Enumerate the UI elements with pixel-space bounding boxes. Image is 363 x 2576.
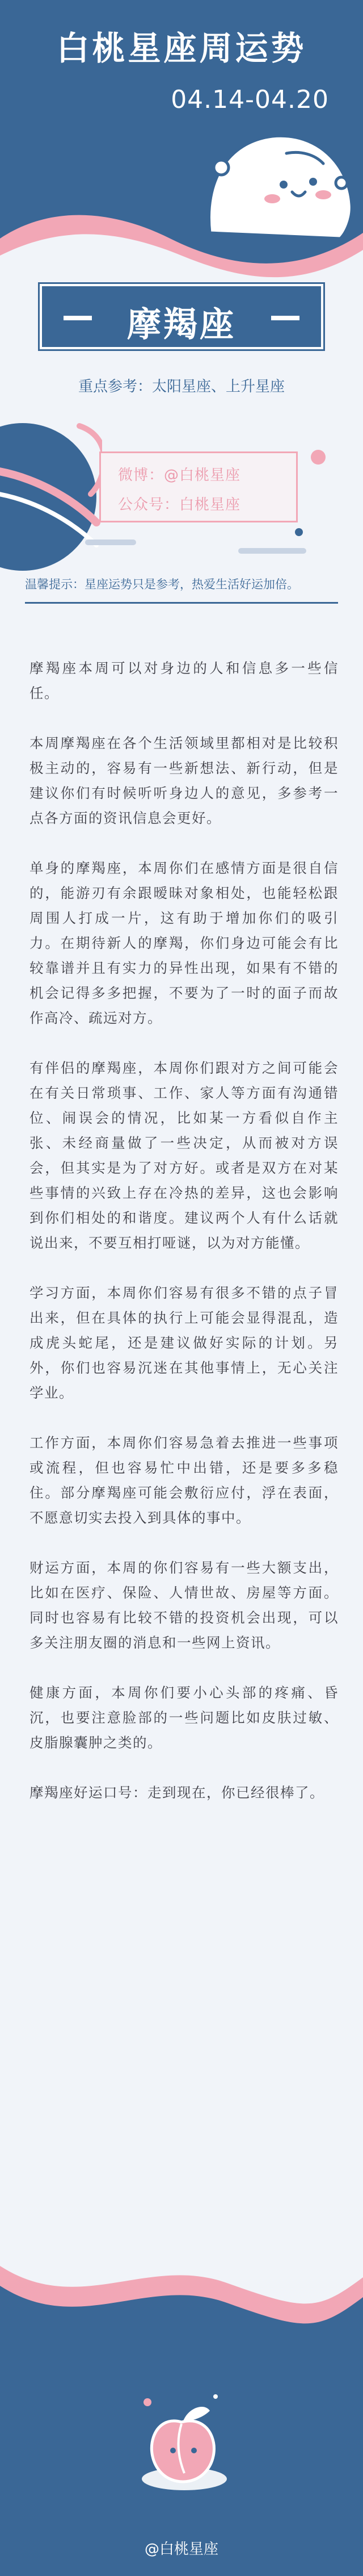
social-handles-box	[99, 451, 298, 522]
mascot-ghost-icon	[187, 119, 357, 244]
paragraph: 财运方面，本周的你们容易有一些大额支出，比如在医疗、保险、人情世故、房屋等方面。同时也容易有比较不错的投资机会出现，可以多关注朋友圈的消息和一些网上资讯。	[29, 1559, 339, 1651]
paragraph: 摩羯座好运口号：走到现在，你已经很棒了。	[29, 1784, 324, 1801]
horoscope-content	[29, 656, 339, 1830]
focus-reference: 重点参考：太阳星座、上升星座	[78, 378, 285, 395]
paragraph: 有伴侣的摩羯座，本周你们跟对方之间可能会在有关日常琐事、工作、家人等方面有沟通错位、闹误会的情况，比如某一方看似自作主张、未经商量做了一些决定，从而被对方误会，但其实是为了对方好。或者是双方在对某些事情的兴致上存在冷热的差异，这也会影响到你们相处的和谐度。建议两个人有什么话就说出来，不要互相打哑谜，以为对方能懂。	[29, 1060, 339, 1251]
sign-name: 摩羯座	[127, 305, 236, 345]
paragraph: 工作方面，本周你们容易急着去推进一些事项或流程，但也容易忙中出错，还是要多多稳住。部分摩羯座可能会敷衍应付，浮在表面，不愿意切实去投入到具体的事中。	[29, 1435, 339, 1526]
decor-dot	[311, 450, 326, 465]
tip-text: 温馨提示：星座运势只是参考，热爱生活好运加倍。	[25, 578, 299, 591]
header	[0, 0, 363, 284]
decor-bar	[238, 548, 306, 554]
page-title: 白桃星座周运势	[56, 29, 307, 68]
paragraph: 健康方面，本周你们要小心头部的疼痛、昏沉，也要注意脸部的一些问题比如皮肤过敏、皮脂腺囊肿之类的。	[29, 1684, 339, 1751]
date-range: 04.14-04.20	[171, 85, 329, 114]
wechat-handle: 公众号：白桃星座	[118, 496, 241, 513]
paragraph: 单身的摩羯座，本周你们在感情方面是很自信的，能游刃有余跟暧昧对象相处，也能轻松跟周围人打成一片，这有助于增加你们的吸引力。在期待新人的摩羯，你们身边可能会有比较靠谱并且有实力的异性出现，如果有不错的机会记得多多把握，不要为了一时的面子而故作高冷、疏远对方。	[29, 860, 339, 1026]
paragraph: 学习方面，本周你们容易有很多不错的点子冒出来，但在具体的执行上可能会显得混乱，造成虎头蛇尾，还是建议做好实际的计划。另外，你们也容易沉迷在其他事情上，无心关注学业。	[29, 1285, 339, 1401]
decor-dot	[295, 528, 303, 536]
banner-dash-right	[271, 316, 299, 320]
decor-bar	[85, 540, 136, 545]
footer-wave	[0, 2232, 363, 2345]
footer-brand: @白桃星座	[144, 2541, 218, 2558]
paragraph: 本周摩羯座在各个生活领域里都相对是比较积极主动的，容易有一些新想法、新行动，但是建议你们有时候听听身边人的意见，多参考一点各方面的资讯信息会更好。	[29, 735, 339, 826]
weibo-handle: 微博：@白桃星座	[118, 467, 241, 484]
sign-banner	[40, 284, 323, 349]
paragraph: 摩羯座本周可以对身边的人和信息多一些信任。	[29, 660, 339, 701]
peach-icon	[130, 2380, 233, 2499]
divider	[25, 602, 338, 604]
planet-icon	[0, 403, 102, 591]
